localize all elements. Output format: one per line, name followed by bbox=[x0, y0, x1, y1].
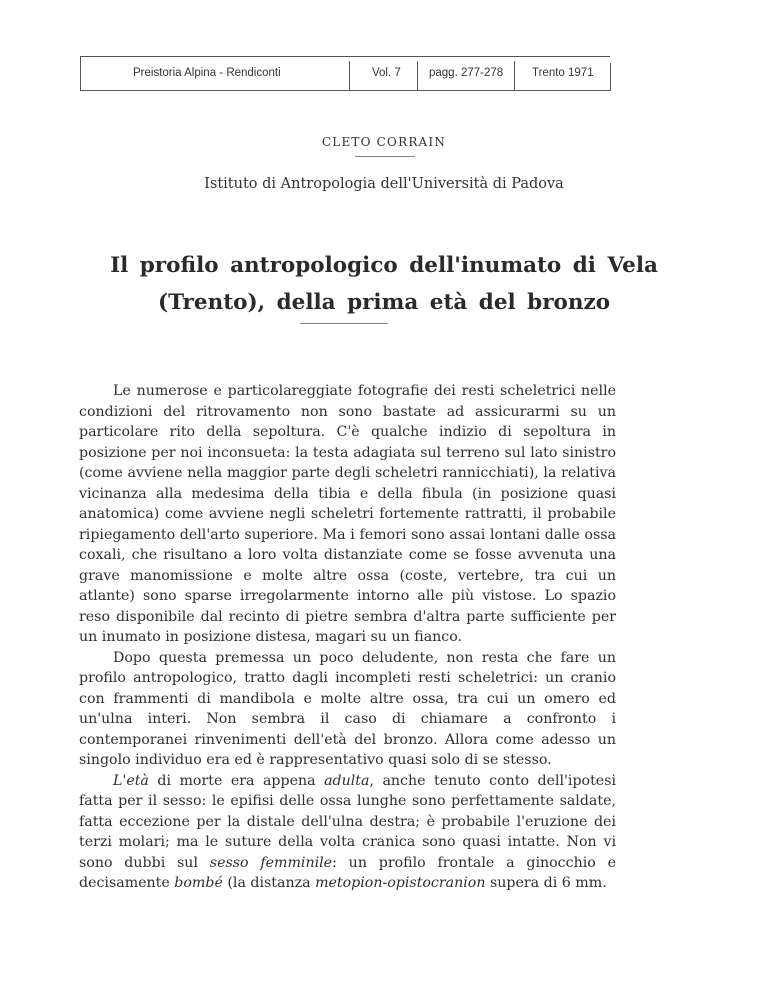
affiliation: Istituto di Antropologia dell'Università di Padova bbox=[204, 176, 564, 192]
journal-name: Preistoria Alpina - Rendiconti bbox=[133, 67, 281, 79]
term-bombe: bombé bbox=[174, 875, 223, 891]
term-adulta: adulta bbox=[324, 772, 370, 789]
text-run: di morte era appena bbox=[148, 772, 325, 789]
term-eta: L'età bbox=[113, 772, 149, 789]
journal-header bbox=[80, 56, 610, 91]
paragraph-2: Dopo questa premessa un poco deludente, non resta che fare un profilo antropologico, tratto dagli incompleti resti scheletrici: un cranio con frammenti di mandibola e molte altre ossa, tra cui un omero ed un'ulna interi. Non sembra il caso di chiamare a confronto i contemporanei rinvenimenti dell'età del bronzo. Allora come adesso un singolo individuo era ed è rappresentativo quasi solo di se stesso. bbox=[79, 649, 616, 768]
place-year-label: Trento 1971 bbox=[532, 67, 594, 79]
paragraph-3 bbox=[79, 771, 616, 894]
text-run: , anche tenuto conto dell'ipotesi fatta per il sesso: le epifisi delle ossa lunghe sono perfettamente saldate, fatta eccezione per la distale dell'ulna destra; è probabile l'eruzione dei terzi molari; ma le suture della volta cranica sono quasi intatte. Non vi sono dubbi sul bbox=[79, 772, 617, 871]
paper-title-line-1: Il profilo antropologico dell'inumato di Vela bbox=[110, 253, 658, 278]
term-metopion-opistocranion: metopion-opistocranion bbox=[315, 875, 486, 891]
author-rule bbox=[355, 156, 415, 157]
header-divider bbox=[514, 61, 515, 90]
author-name: CLETO CORRAIN bbox=[321, 135, 447, 149]
pages-label: pagg. 277-278 bbox=[429, 67, 504, 79]
paper-title-line-2: (Trento), della prima età del bronzo bbox=[157, 290, 611, 315]
title-rule bbox=[300, 323, 388, 324]
term-sesso-femminile: sesso femminile bbox=[209, 854, 333, 871]
paragraph-1: Le numerose e particolareggiate fotografie dei resti scheletrici nelle condizioni del ritrovamento non sono bastate ad assicurarmi su un particolare rito della sepoltura. C'è qualche indizio di sepoltura in posizione per noi inconsueta: la testa adagiata sul terreno sul lato sinistro (come avviene nella maggior parte degli scheletri rannicchiati), la relativa vicinanza alla medesima della tibia e della fibula (in posizione quasi anatomica) come avviene negli scheletri fortemente rattratti, il probabile ripiegamento dell'arto superiore. Ma i femori sono assai lontani dalle ossa coxali, che risultano a loro volta distanziate come se fosse avvenuta una grave manomissione e molte altre ossa (coste, vertebre, tra cui un atlante) sono sparse irregolarmente intorno alle più vistose. Lo spazio reso disponibile dal recinto di pietre sembra d'altra parte sufficiente per un inumato in posizione distesa, magari su un fianco. bbox=[79, 383, 616, 645]
volume-label: Vol. 7 bbox=[372, 67, 401, 79]
article-body bbox=[79, 381, 616, 894]
header-divider bbox=[349, 61, 350, 90]
header-divider bbox=[417, 61, 418, 90]
text-run: : un profilo frontale a ginocchio e decisamente bbox=[79, 854, 616, 891]
text-run: (la distanza bbox=[222, 875, 316, 891]
text-run: supera di 6 mm. bbox=[485, 875, 607, 891]
